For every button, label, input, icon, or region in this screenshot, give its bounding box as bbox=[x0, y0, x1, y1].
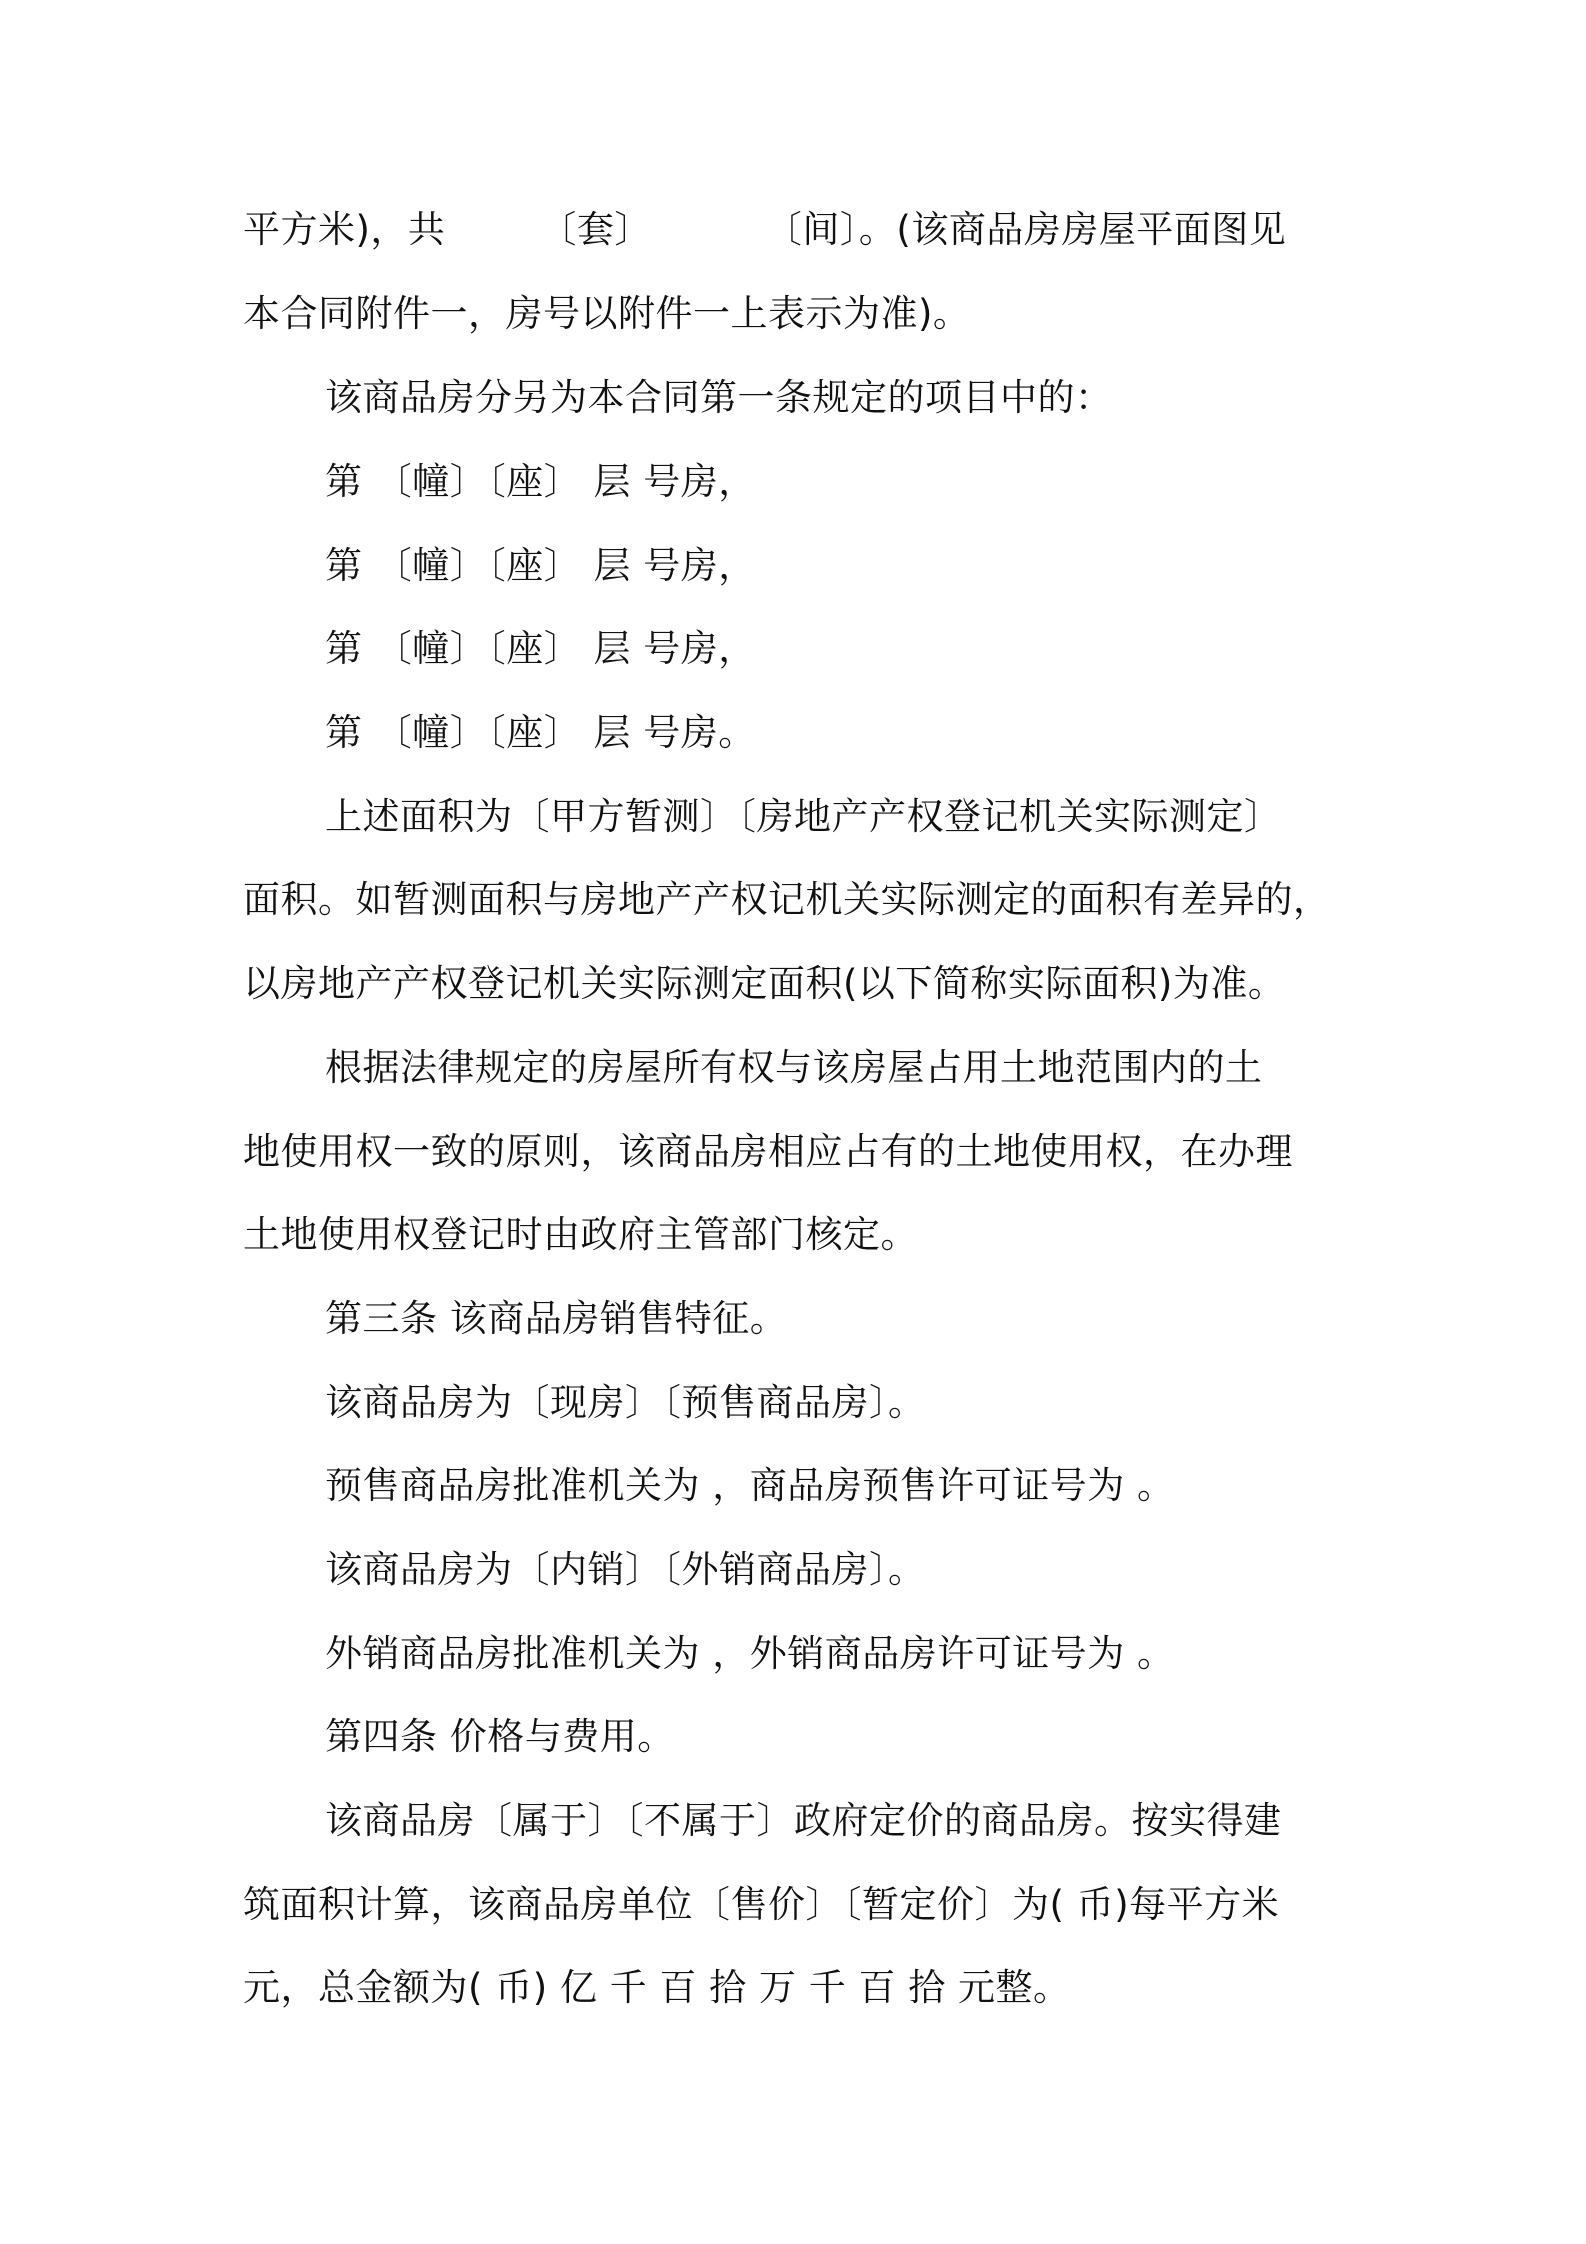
text-line-land-right-2: 地使用权一致的原则，该商品房相应占有的土地使用权，在办理 bbox=[243, 1130, 1293, 1173]
text-line-unit-2: 第 〔幢〕〔座〕 层 号房， bbox=[325, 544, 756, 587]
text-line-land-right-1: 根据法律规定的房屋所有权与该房屋占用土地范围内的土 bbox=[325, 1046, 1263, 1089]
text-line-unit-1: 第 〔幢〕〔座〕 层 号房， bbox=[325, 460, 756, 503]
text-line-area-basis: 上述面积为〔甲方暂测〕〔房地产产权登记机关实际测定〕 bbox=[325, 795, 1282, 838]
text-line-actual-area: 以房地产产权登记机关实际测定面积(以下简称实际面积)为准。 bbox=[243, 962, 1286, 1005]
text-line-attachment-note: 本合同附件一，房号以附件一上表示为准)。 bbox=[243, 292, 971, 335]
article-four-heading: 第四条 价格与费用。 bbox=[325, 1715, 675, 1758]
text-line-project-intro: 该商品房分另为本合同第一条规定的项目中的： bbox=[325, 376, 1113, 419]
text-line-presale-permit: 预售商品房批准机关为 ，商品房预售许可证号为 。 bbox=[325, 1464, 1175, 1507]
text-line-sale-type: 该商品房为〔现房〕〔预售商品房〕。 bbox=[325, 1381, 926, 1424]
text-line-area-difference: 面积。如暂测面积与房地产产权记机关实际测定的面积有差异的， bbox=[243, 878, 1331, 921]
text-line-price-type: 该商品房〔属于〕〔不属于〕政府定价的商品房。按实得建 bbox=[325, 1799, 1282, 1842]
text-line-unit-4: 第 〔幢〕〔座〕 层 号房。 bbox=[325, 711, 756, 754]
text-line-unit-3: 第 〔幢〕〔座〕 层 号房， bbox=[325, 627, 756, 670]
article-three-heading: 第三条 该商品房销售特征。 bbox=[325, 1297, 788, 1340]
text-line-total-amount: 元，总金额为( 币) 亿 千 百 拾 万 千 百 拾 元整。 bbox=[243, 1966, 1071, 2009]
text-line-foreign-permit: 外销商品房批准机关为 ，外销商品房许可证号为 。 bbox=[325, 1632, 1175, 1675]
text-line-land-right-3: 土地使用权登记时由政府主管部门核定。 bbox=[243, 1213, 918, 1256]
text-line-unit-price: 筑面积计算，该商品房单位〔售价〕〔暂定价〕为( 币)每平方米 bbox=[243, 1883, 1280, 1926]
text-line-domestic-foreign: 该商品房为〔内销〕〔外销商品房〕。 bbox=[325, 1548, 926, 1591]
text-line-area-count: 平方米)，共 〔套〕 〔间〕。(该商品房房屋平面图见 bbox=[243, 208, 1287, 251]
